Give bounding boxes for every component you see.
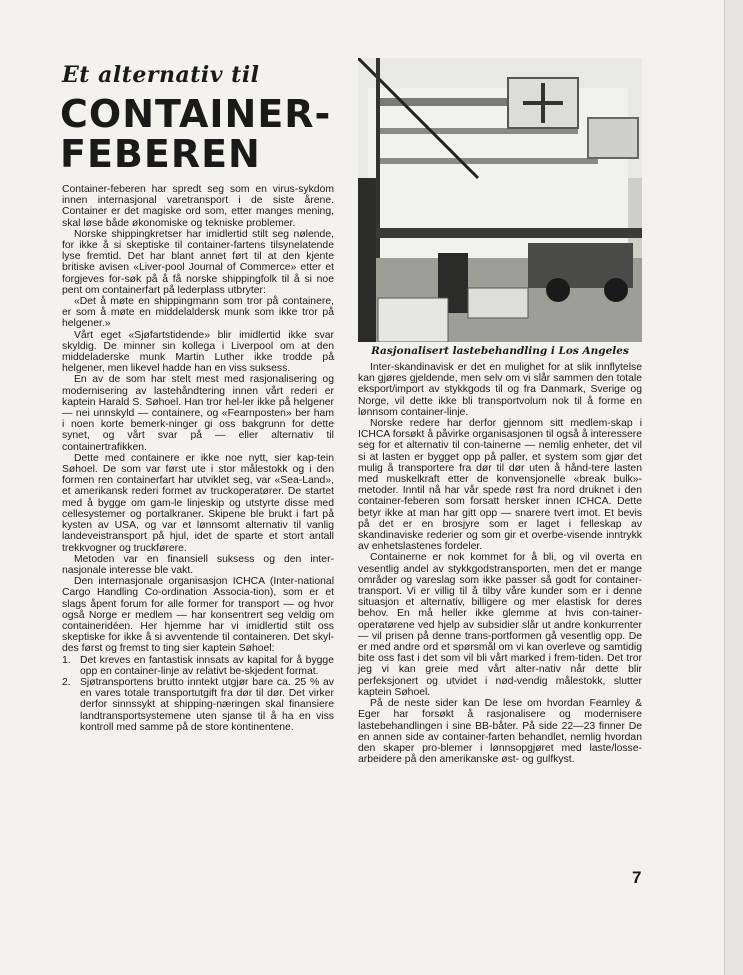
paragraph: Dette med containere er ikke noe nytt, sier kap-tein Søhoel. De som var først ute i stor målestokk og i den formen ren containerfart har utviklet seg, var «Sea-Land», et amerikansk rederi formet av truckoperatører. De startet med å bygge om gam-le linjeskip og utstyrte disse med cellesystemer og portalkraner. Skipene ble brukt i fart på kysten av USA, og var et lønnsomt alternativ til vanlig landeveistransport på hjul, idet de sparte et stort antall trekkvogner og truckførere. bbox=[62, 452, 334, 554]
article-kicker: Et alternativ til bbox=[62, 62, 260, 88]
paragraph: Den internasjonale organisasjon ICHCA (Inter-national Cargo Handling Co-ordination Associa-tion), som er et slags åpent forum for alle former for transport — og hvor også Norge er medlem — har konsentrert seg veldig om containeridéen. Her hjemme har vi imidlertid stilt oss skeptiske for ikke å si avventende til containeren. Det skyl-des først og fremst to ting sier kaptein Søhoel: bbox=[62, 576, 334, 655]
paragraph: Vårt eget «Sjøfartstidende» blir imidlertid ikke svar skyldig. De minner sin kollega i Liverpool om at den middeladerske munk Martin Luther ikke trodde på helgener, men likevel hadde han en viss suksess. bbox=[62, 329, 334, 375]
title-line-2: FEBEREN bbox=[60, 132, 261, 176]
paragraph: Inter-skandinavisk er det en mulighet for at slik innflytelse kan gjøres gjeldende, men selv om vi slår sammen den totale eksport/import av stykkgods til og fra Danmark, Sverige og Norge, vil dette ikke bli transportvolum nok til å forme en lønnsom container-linje. bbox=[358, 362, 642, 418]
paragraph: Norske shippingkretser har imidlertid stilt seg nølende, for ikke å si skeptiske til container-fartens tilsynelatende lyse fremtid. Det har blant annet ført til at den kjente britiske avisen «Liver-pool Journal of Commerce» etter et forgjeves for-søk på å få norske shippingfolk til å si noe pent om containerfart på lederplass utbryter: bbox=[62, 228, 334, 296]
title-line-1: CONTAINER- bbox=[60, 92, 332, 136]
list-item bbox=[62, 677, 334, 733]
paragraph: Container-feberen har spredt seg som en virus-sykdom innen internasjonal varetransport i de siste årene. Container er det magiske ord som, etter manges mening, skal løse både økonomiske og tekniske problemer. bbox=[62, 184, 334, 229]
article-title bbox=[60, 94, 331, 174]
photo-caption: Rasjonalisert lastebehandling i Los Angeles bbox=[371, 345, 629, 357]
numbered-list bbox=[62, 655, 334, 733]
cargo-handling-photo bbox=[358, 58, 642, 342]
list-number: 2. bbox=[62, 676, 71, 688]
right-column bbox=[358, 362, 642, 765]
left-column bbox=[62, 184, 334, 733]
ship-photo-illustration bbox=[358, 58, 642, 342]
page-number: 7 bbox=[632, 868, 642, 887]
list-text: Det kreves en fantastisk innsats av kapital for å bygge opp en container-linje av relativt be-skjedent format. bbox=[80, 654, 334, 677]
paragraph: En av de som har stelt mest med rasjonalisering og modernisering av lastehåndtering innen vårt rederi er kaptein Harald S. Søhoel. Han tror hel-ler ikke på helgener — nei unnskyld — containere, og «Fearnposten» ber ham i noen korte bemerk-ninger gi oss bakgrunn for dette synet, og vårt svar på — eller alternativ til containertrafikken. bbox=[62, 374, 334, 453]
paragraph: På de neste sider kan De lese om hvordan Fearnley & Eger har forsøkt å rasjonalisere og modernisere lastebehandlingen i sine BB-båter. På side 22—23 finner De en annen side av container-farten behandlet, nemlig hvordan den skaper pro-blemer i lønnsopgjøret med laste/losse-arbeidere på den amerikanske øst- og gulfkyst. bbox=[358, 698, 642, 766]
list-number: 1. bbox=[62, 654, 71, 666]
paragraph: Norske redere har derfor gjennom sitt medlem-skap i ICHCA forsøkt å påvirke organisasjonen til også å interessere seg for et alternativ til con-tainerne — nemlig enheter, det vil si at lasten er bygget opp på paller, et system som gjør det mulig å transportere fra dør til dør uten å hånd-tere lasten med muskelkraft etter de konvensjonelle «break bulk»-metoder. Inntil nå har vår spede røst fra nord druknet i den container-feberen som forsatt hersker innen ICHCA. Dette betyr ikke at man har gitt opp — snarere tvert imot. Et bevis på det er en brosjyre som er laget i felleskap av skandinaviske rederier og som gir et overbe-visende inntrykk av enhetslastenes fordeler. bbox=[358, 418, 642, 553]
quote-paragraph: «Det å møte en shippingmann som tror på containere, er som å møte en middelaldersk munk som ikke tror på helgener.» bbox=[62, 296, 334, 330]
paragraph: Metoden var en finansiell suksess og den inter-nasjonale interesse ble vakt. bbox=[62, 553, 334, 576]
list-item bbox=[62, 655, 334, 677]
page-edge bbox=[724, 0, 743, 975]
paragraph: Containerne er nok kommet for å bli, og vil overta en vesentlig andel av stykkgodstransporten, men det er mange områder og vareslag som ikke passer så godt for container-transport. Vi er villig til å tilby våre kunder som er i denne situasjon et alternativ, billigere og mer elastisk for deres behov. En må heller ikke glemme at hvis con-tainer-operatørene ved hjelp av subsidier slår ut andre konkurrenter — vil prisen på denne trans-portformen gå vesentlig opp. De er med andre ord et spørsmål om vi kan overleve og samtidig bite oss fast i det som vil bli vårt marked i frem-tiden. Det tror jeg vi kan greie med vårt alter-nativ når dette blir perfeksjonert og utvidet i nød-vendig målestokk, slutter kaptein Søhoel. bbox=[358, 552, 642, 698]
list-text: Sjøtransportens brutto inntekt utgjør bare ca. 25 % av en vares totale transportutgift fra dør til dør. Det virker derfor sinnssykt at shipping-næringen skal finansiere landtransportsystemene uten sjanse til å ha en viss kontroll med samme på de store kontinentene. bbox=[80, 676, 334, 733]
